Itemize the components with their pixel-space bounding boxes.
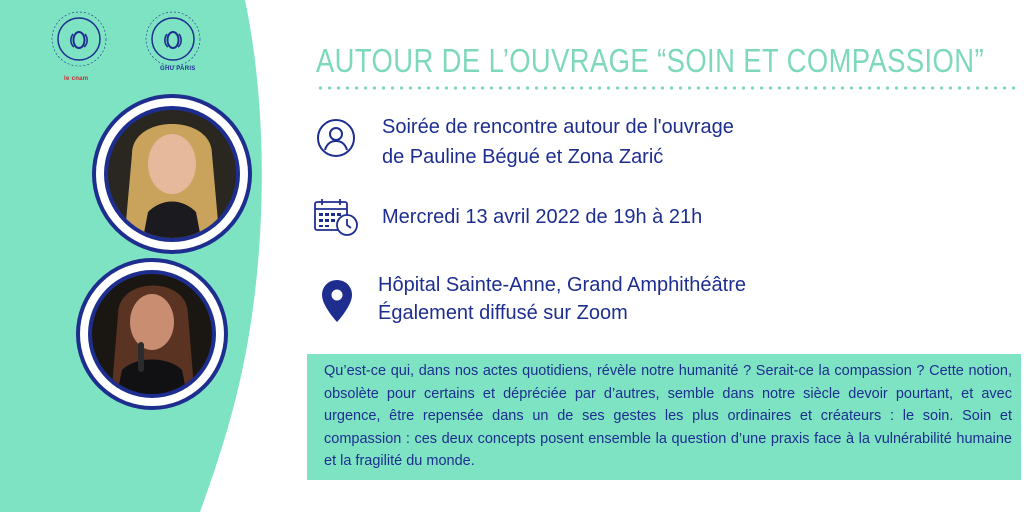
event-location-line2: Également diffusé sur Zoom <box>378 302 628 324</box>
portrait-zona-zaric <box>76 258 228 410</box>
event-speakers-line1: Soirée de rencontre autour de l'ouvrage <box>382 116 734 138</box>
ghu-paris-label: GHU PARIS <box>160 66 196 72</box>
humanites-sante-logo <box>48 8 110 70</box>
cnam-label: le cnam <box>64 76 89 82</box>
event-description: Qu’est-ce qui, dans nos actes quotidiens, révèle notre humanité ? Serait-ce la compassion ? Cette notion, obsolète pour certains et dépréciée par d’autres, semble dans notre siècle devoir pourtant, et avec urgence, être repensée dans un de ses gestes les plus ordinaires et créateurs : le soin. Soin et compassion : ces deux concepts posent ensemble la question d’une praxis face à la vulnérabilité humaine et la fragilité du monde. <box>324 363 1012 469</box>
calendar-clock-icon <box>313 198 361 243</box>
event-speakers-line2: de Pauline Bégué et Zona Zarić <box>382 146 664 168</box>
event-date: Mercredi 13 avril 2022 de 19h à 21h <box>382 206 703 228</box>
event-title: AUTOUR DE L’OUVRAGE “SOIN ET COMPASSION” <box>316 42 984 79</box>
user-icon <box>316 118 356 163</box>
event-location-line1: Hôpital Sainte-Anne, Grand Amphithéâtre <box>378 274 746 296</box>
dotted-divider <box>316 86 1016 90</box>
location-pin-icon <box>320 278 354 329</box>
philosophie-hopital-logo <box>142 8 204 70</box>
portrait-pauline-begue <box>92 94 252 254</box>
mint-background-shape <box>0 0 280 512</box>
